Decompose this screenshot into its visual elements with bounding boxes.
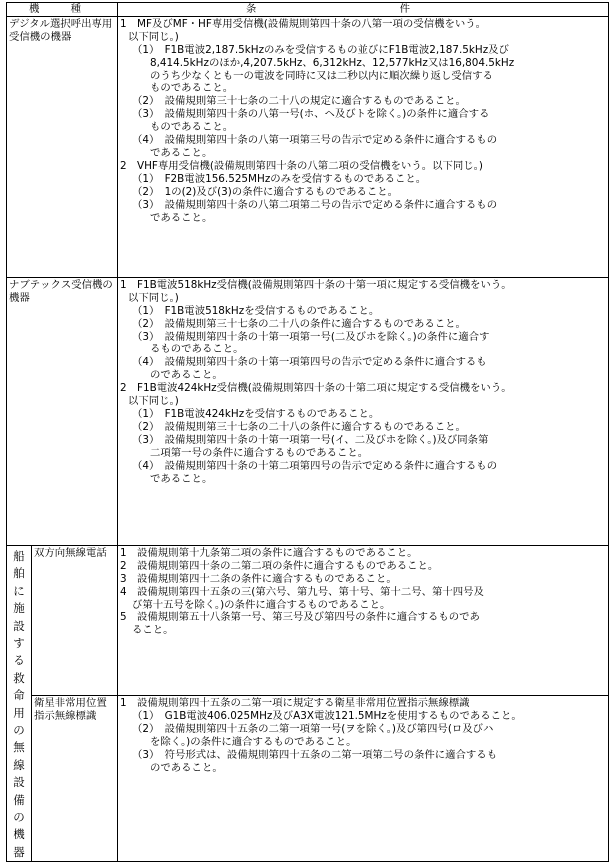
table-row [7,545,609,695]
condition-line: 2 F1B電波424kHz受信機(設備規則第四十条の十第二項に規定する受信機をいう。 [120,382,512,395]
condition-line: （2） 設備規則第三十七条の二十八の条件に適合するものであること。 [132,317,466,330]
condition-line: （1） F1B電波424kHzを受信するものであること。 [132,407,380,420]
condition-line: （1） F1B電波2,187.5kHzのみを受信するもの並びにF1B電波2,187.5kHz及び [132,43,509,56]
condition-line: を除く。)の条件に適合するものであること。 [150,735,357,748]
condition-line: （1） F2B電波156.525MHzのみを受信するものであること。 [132,172,427,185]
conditions-cell [118,696,609,862]
condition-line: 以下同じ。) [128,395,179,408]
group-label-cell [7,545,32,861]
condition-line: 5 設備規則第五十八条第一号、第三号及び第四号の条件に適合するものであ [120,611,480,624]
condition-line: であること。 [150,472,213,485]
condition-line: （3） 設備規則第四十条の十第一項第一号(二及びホを除く。)の条件に適合す [132,330,490,343]
equipment-name: 双方向無線電話 [32,545,118,695]
condition-line: のであること。 [150,369,223,382]
condition-line: 以下同じ。) [128,291,179,304]
condition-line: び第十五号を除く。)の条件に適合するものであること。 [132,598,391,611]
condition-line: のうち少なくとも一の電波を同時に又は二秒以内に順次繰り返し受信する [150,69,493,82]
conditions-cell [118,277,609,545]
condition-line: のであること。 [150,761,223,774]
conditions-cell [118,16,609,277]
table-row [7,696,609,862]
condition-line: 1 設備規則第四十五条の二第一項に規定する衛星非常用位置指示無線標識 [120,697,470,710]
condition-line: （1） F1B電波518kHzを受信するものであること。 [132,304,380,317]
condition-line: 1 F1B電波518kHz受信機(設備規則第四十条の十第一項に規定する受信機をいう。 [120,278,512,291]
condition-line: （2） 設備規則第三十七条の二十八の条件に適合するものであること。 [132,420,466,433]
condition-line: （2） 設備規則第三十七条の二十八の規定に適合するものであること。 [132,95,466,108]
condition-line: （3） 設備規則第四十条の十第一項第一号(イ、二及びホを除く。)及び同条第 [132,433,489,446]
header-equipment-type: 機 種 [7,3,118,17]
condition-line: 以下同じ。) [128,30,179,43]
conditions-table [6,2,609,862]
table-row [7,16,609,277]
condition-line: ものであること。 [150,82,234,95]
condition-line: であること。 [150,146,213,159]
condition-line: （3） 設備規則第四十条の八第二項第二号の告示で定める条件に適合するもの [132,198,498,211]
condition-line: 2 設備規則第四十条の二第二項の条件に適合するものであること。 [120,559,439,572]
condition-line: るものであること。 [150,343,244,356]
condition-line: （4） 設備規則第四十条の十第二項第四号の告示で定める条件に適合するもの [132,459,498,472]
condition-line: （4） 設備規則第四十条の八第一項第三号の告示で定める条件に適合するもの [132,134,498,147]
condition-line: 二項第一号の条件に適合するものであること。 [150,446,369,459]
group-label: 船舶に施設する救命用の無線設備の機器 [13,548,25,859]
equipment-name: デジタル選択呼出専用受信機の機器 [7,16,118,277]
condition-line: 8,414.5kHzのほか,4,207.5kHz、6,312kHz、12,577kHz又は16,804.5kHz [150,56,515,69]
equipment-name: ナブテックス受信機の機器 [7,277,118,545]
condition-line: （2） 1の(2)及び(3)の条件に適合するものであること。 [132,185,399,198]
condition-line: 1 MF及びMF・HF専用受信機(設備規則第四十条の八第一項の受信機をいう。 [120,17,487,30]
condition-line: 2 VHF専用受信機(設備規則第四十条の八第二項の受信機をいう。以下同じ。) [120,159,483,172]
condition-line: 1 設備規則第十九条第二項の条件に適合するものであること。 [120,546,418,559]
condition-line: ること。 [132,624,174,637]
condition-line: （3） 符号形式は、設備規則第四十五条の二第一項第二号の条件に適合するも [132,748,498,761]
condition-line: （4） 設備規則第四十条の十第一項第四号の告示で定める条件に適合するも [132,356,487,369]
condition-line: であること。 [150,211,213,224]
header-row [7,3,609,17]
conditions-cell [118,545,609,695]
condition-line: （3） 設備規則第四十条の八第一号(ホ、ヘ及びトを除く。)の条件に適合する [132,108,490,121]
condition-line: 3 設備規則第四十二条の条件に適合するものであること。 [120,572,397,585]
condition-line: （1） G1B電波406.025MHz及びA3X電波121.5MHzを使用するものであること。 [132,710,522,723]
header-conditions: 条 件 [118,3,609,17]
condition-line: ものであること。 [150,121,234,134]
condition-line: （2） 設備規則第四十五条の二第一項第一号(ヲを除く。)及び第四号(ロ及びハ [132,722,494,735]
equipment-name: 衛星非常用位置指示無線標識 [32,696,118,862]
table-row [7,277,609,545]
condition-line: 4 設備規則第四十五条の三(第六号、第九号、第十号、第十二号、第十四号及 [120,585,484,598]
